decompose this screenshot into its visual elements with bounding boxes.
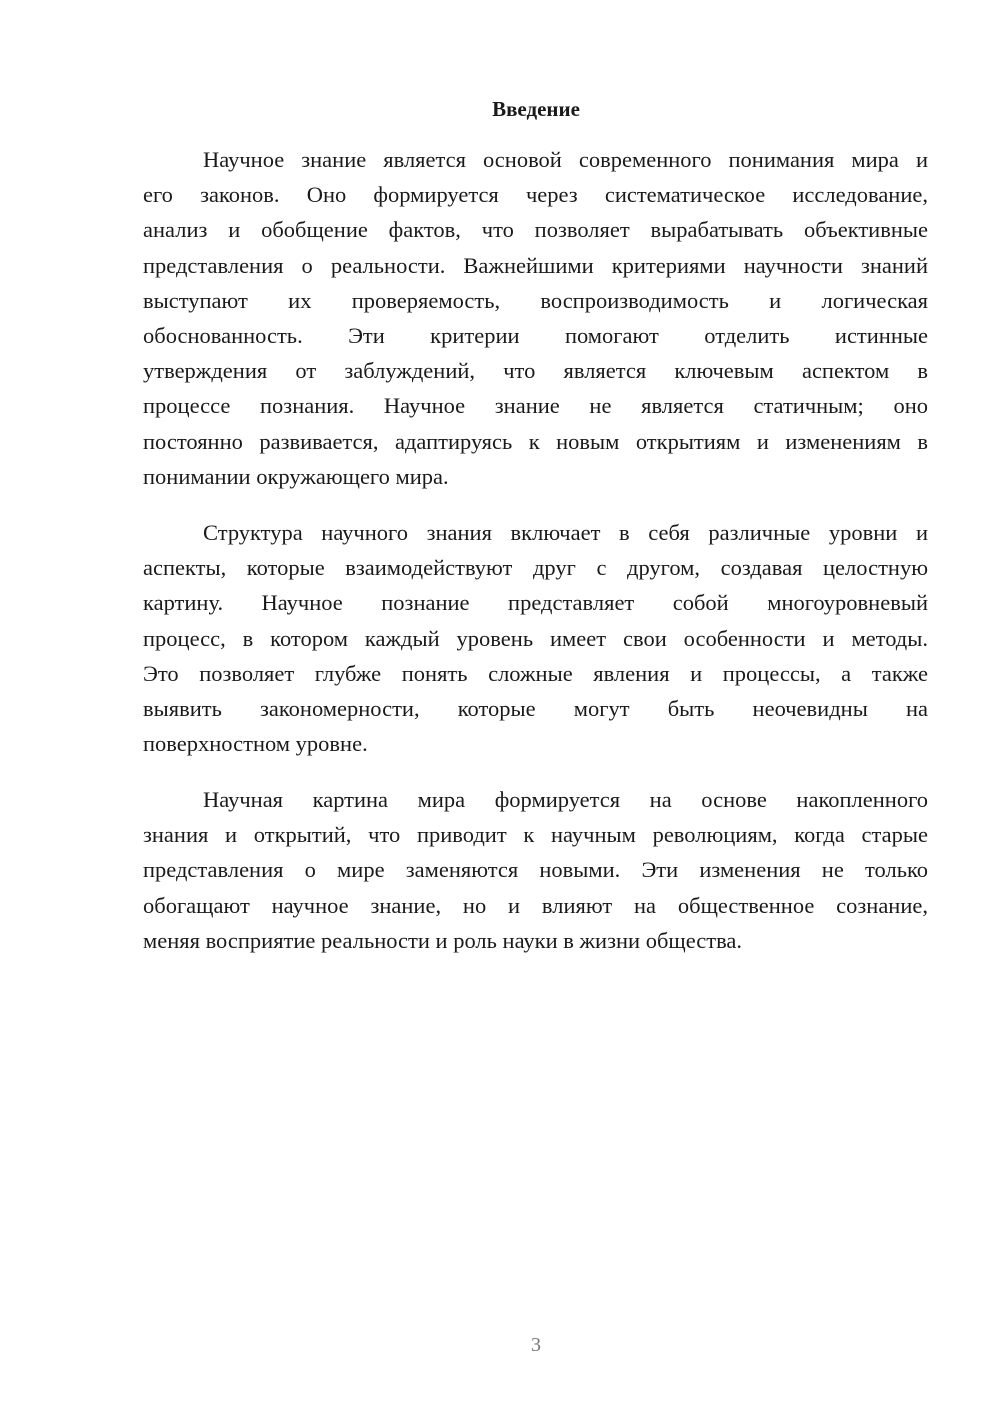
text-line: меняя восприятие реальности и роль науки в жизни общества. [143, 927, 743, 953]
paragraph-2 [143, 515, 928, 761]
page-title: Введение [492, 97, 580, 121]
text-line: Научное знание является основой современного понимания мира и [203, 147, 928, 172]
text-line: знания и открытий, что приводит к научным революциям, когда старые [143, 822, 928, 848]
text-line: анализ и обобщение фактов, что позволяет вырабатывать объективные [143, 217, 928, 243]
page-number: 3 [531, 1334, 541, 1356]
text-line: Структура научного знания включает в себя различные уровни и [203, 520, 928, 545]
text-line: поверхностном уровне. [143, 731, 368, 757]
paragraph-3 [143, 782, 928, 958]
text-line: постоянно развивается, адаптируясь к новым открытиям и изменениям в [143, 428, 928, 454]
text-line: картину. Научное познание представляет собой многоуровневый [143, 590, 928, 616]
text-line: Научная картина мира формируется на основе накопленного [203, 787, 928, 812]
text-line: представления о реальности. Важнейшими критериями научности знаний [143, 252, 928, 278]
text-line: процессе познания. Научное знание не является статичным; оно [143, 393, 928, 419]
text-line: выступают их проверяемость, воспроизводимость и логическая [143, 287, 928, 313]
text-line: Это позволяет глубже понять сложные явления и процессы, а также [143, 660, 928, 686]
text-line: аспекты, которые взаимодействуют друг с другом, создавая целостную [143, 555, 928, 581]
text-line: выявить закономерности, которые могут быть неочевидны на [143, 695, 928, 721]
text-line: представления о мире заменяются новыми. Эти изменения не только [143, 857, 928, 883]
text-line: обогащают научное знание, но и влияют на общественное сознание, [143, 892, 928, 918]
text-line: процесс, в котором каждый уровень имеет свои особенности и методы. [143, 625, 928, 651]
text-line: понимании окружающего мира. [143, 463, 449, 489]
text-line: его законов. Оно формируется через систематическое исследование, [143, 182, 928, 208]
paragraph-1 [143, 142, 928, 494]
text-line: утверждения от заблуждений, что является ключевым аспектом в [143, 358, 928, 384]
text-line: обоснованность. Эти критерии помогают отделить истинные [143, 322, 928, 348]
